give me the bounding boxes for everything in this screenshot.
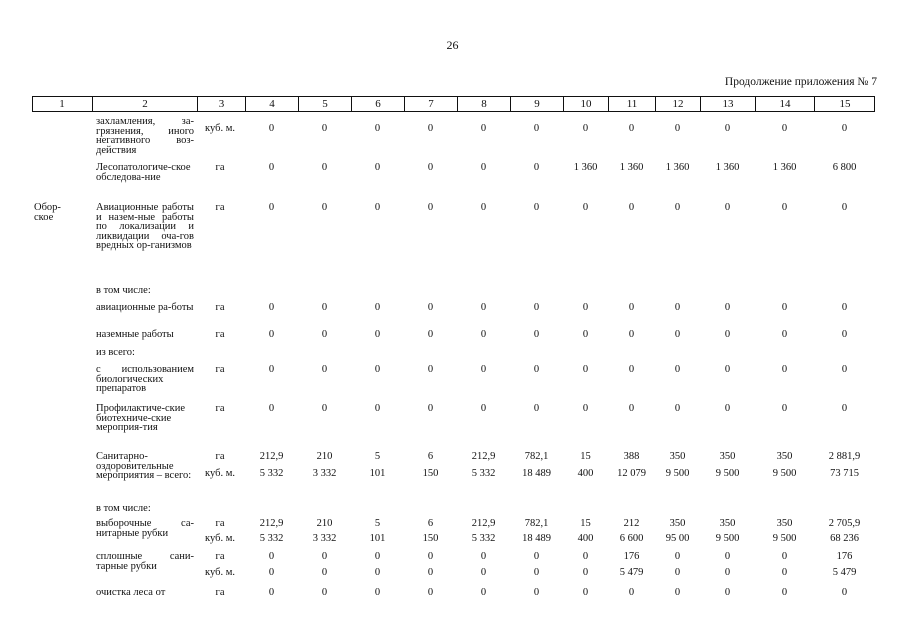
value-cell: 0: [582, 587, 589, 598]
header-cell: 15: [814, 97, 875, 111]
value-cell: 0: [724, 202, 731, 213]
value-cell: 1 360: [772, 162, 797, 173]
value-cell: 0: [374, 403, 381, 414]
header-cell: 6: [351, 97, 404, 111]
value-cell: 0: [628, 202, 635, 213]
value-cell: 0: [582, 202, 589, 213]
row-name: сплошные сани-тарные рубки: [96, 551, 194, 572]
value-cell: 0: [724, 364, 731, 375]
value-cell: 0: [628, 587, 635, 598]
value-cell: 0: [628, 123, 635, 134]
value-cell: 2 881,9: [828, 451, 861, 462]
continuation-label: Продолжение приложения № 7: [724, 76, 877, 88]
value-cell: 0: [582, 302, 589, 313]
value-cell: 0: [268, 123, 275, 134]
row-name: выборочные са-нитарные рубки: [96, 518, 194, 539]
value-cell: 0: [268, 587, 275, 598]
value-cell: 95 00: [665, 533, 690, 544]
value-cell: 0: [427, 202, 434, 213]
value-cell: 0: [374, 551, 381, 562]
value-cell: 0: [268, 567, 275, 578]
value-cell: 0: [674, 403, 681, 414]
value-cell: 68 236: [830, 533, 859, 544]
value-cell: 0: [533, 123, 540, 134]
value-cell: 5 332: [259, 533, 284, 544]
value-cell: 150: [422, 468, 439, 479]
row-name: с использованием биологических препаратов: [96, 364, 194, 394]
value-cell: 0: [374, 123, 381, 134]
value-cell: 0: [582, 403, 589, 414]
value-cell: 0: [582, 567, 589, 578]
header-cell: 12: [655, 97, 700, 111]
value-cell: 0: [480, 551, 487, 562]
header-cell: 3: [197, 97, 245, 111]
value-cell: 1 360: [573, 162, 598, 173]
value-cell: 1 360: [619, 162, 644, 173]
value-cell: 101: [369, 533, 386, 544]
value-cell: 0: [674, 551, 681, 562]
value-cell: 0: [628, 329, 635, 340]
value-cell: 0: [374, 302, 381, 313]
value-cell: 0: [674, 302, 681, 313]
value-cell: 5 332: [259, 468, 284, 479]
value-cell: 0: [427, 567, 434, 578]
value-cell: 350: [669, 518, 686, 529]
header-cell: 11: [608, 97, 655, 111]
value-cell: 0: [781, 587, 788, 598]
value-cell: 0: [628, 302, 635, 313]
value-cell: 0: [841, 364, 848, 375]
row-name: авиационные ра-боты: [96, 302, 194, 313]
header-cell: 1: [59, 98, 65, 110]
value-cell: 0: [321, 123, 328, 134]
value-cell: 12 079: [617, 468, 646, 479]
value-cell: 0: [321, 587, 328, 598]
value-cell: 0: [268, 403, 275, 414]
value-cell: 5: [374, 451, 381, 462]
value-cell: 0: [268, 302, 275, 313]
row-name: в том числе:: [96, 503, 151, 514]
value-cell: 0: [321, 403, 328, 414]
unit-cell: га: [215, 162, 225, 173]
header-cell: 9: [510, 97, 563, 111]
value-cell: 0: [781, 123, 788, 134]
value-cell: 0: [533, 364, 540, 375]
value-cell: 0: [427, 329, 434, 340]
value-cell: 212,9: [259, 451, 284, 462]
page-number: 26: [446, 38, 459, 52]
value-cell: 350: [776, 518, 793, 529]
value-cell: 0: [427, 403, 434, 414]
value-cell: 1 360: [715, 162, 740, 173]
value-cell: 0: [674, 123, 681, 134]
value-cell: 0: [374, 567, 381, 578]
value-cell: 0: [582, 123, 589, 134]
value-cell: 0: [724, 329, 731, 340]
value-cell: 0: [724, 551, 731, 562]
value-cell: 0: [480, 162, 487, 173]
value-cell: 0: [781, 567, 788, 578]
value-cell: 0: [582, 551, 589, 562]
header-cell: 7: [404, 97, 457, 111]
region-label: Обор- ское: [34, 202, 61, 223]
unit-cell: куб. м.: [205, 468, 235, 479]
header-cell: 14: [755, 97, 814, 111]
value-cell: 0: [674, 567, 681, 578]
value-cell: 0: [480, 364, 487, 375]
value-cell: 0: [374, 162, 381, 173]
value-cell: 0: [533, 587, 540, 598]
unit-cell: куб. м.: [205, 123, 235, 134]
value-cell: 0: [427, 587, 434, 598]
unit-cell: га: [215, 451, 225, 462]
value-cell: 0: [533, 403, 540, 414]
value-cell: 782,1: [524, 451, 549, 462]
value-cell: 0: [374, 202, 381, 213]
value-cell: 0: [781, 551, 788, 562]
value-cell: 0: [841, 329, 848, 340]
value-cell: 350: [719, 451, 736, 462]
value-cell: 1 360: [665, 162, 690, 173]
value-cell: 0: [841, 202, 848, 213]
value-cell: 212: [623, 518, 640, 529]
value-cell: 0: [841, 403, 848, 414]
value-cell: 350: [719, 518, 736, 529]
value-cell: 0: [533, 567, 540, 578]
value-cell: 210: [316, 451, 333, 462]
unit-cell: га: [215, 403, 225, 414]
unit-cell: куб. м.: [205, 533, 235, 544]
row-name: очистка леса от: [96, 587, 166, 598]
value-cell: 9 500: [772, 533, 797, 544]
unit-cell: куб. м.: [205, 567, 235, 578]
value-cell: 0: [841, 123, 848, 134]
value-cell: 0: [480, 202, 487, 213]
row-name: Лесопатологиче-ское обследова-ние: [96, 162, 191, 183]
value-cell: 0: [533, 302, 540, 313]
value-cell: 0: [582, 364, 589, 375]
value-cell: 0: [427, 123, 434, 134]
value-cell: 212,9: [471, 451, 496, 462]
value-cell: 176: [623, 551, 640, 562]
value-cell: 176: [836, 551, 853, 562]
value-cell: 5 332: [471, 533, 496, 544]
row-name: Санитарно-оздоровительные мероприятия – всего:: [96, 451, 192, 481]
row-name: захламления, за-грязнения, иного негативного воз-действия: [96, 116, 194, 156]
value-cell: 782,1: [524, 518, 549, 529]
header-cell: 4: [245, 97, 298, 111]
value-cell: 3 332: [312, 533, 337, 544]
value-cell: 0: [480, 567, 487, 578]
value-cell: 400: [577, 533, 594, 544]
value-cell: 3 332: [312, 468, 337, 479]
value-cell: 0: [480, 123, 487, 134]
value-cell: 0: [321, 551, 328, 562]
value-cell: 0: [674, 202, 681, 213]
value-cell: 0: [268, 162, 275, 173]
value-cell: 350: [669, 451, 686, 462]
value-cell: 0: [321, 567, 328, 578]
value-cell: 0: [582, 329, 589, 340]
value-cell: 150: [422, 533, 439, 544]
header-cell: 2: [92, 97, 197, 111]
value-cell: 0: [781, 403, 788, 414]
header-cell: 13: [700, 97, 755, 111]
value-cell: 5 332: [471, 468, 496, 479]
value-cell: 0: [268, 364, 275, 375]
value-cell: 400: [577, 468, 594, 479]
value-cell: 0: [724, 403, 731, 414]
header-cell: 5: [298, 97, 351, 111]
value-cell: 0: [781, 329, 788, 340]
row-name: Профилактиче-ские биотехниче-ские мероприя-тия: [96, 403, 186, 433]
value-cell: 0: [781, 202, 788, 213]
unit-cell: га: [215, 329, 225, 340]
value-cell: 5 479: [619, 567, 644, 578]
value-cell: 9 500: [715, 533, 740, 544]
row-name: наземные работы: [96, 329, 174, 340]
value-cell: 0: [374, 329, 381, 340]
value-cell: 0: [321, 329, 328, 340]
value-cell: 0: [268, 329, 275, 340]
value-cell: 0: [321, 162, 328, 173]
value-cell: 6 800: [832, 162, 857, 173]
value-cell: 15: [580, 518, 591, 529]
value-cell: 0: [533, 551, 540, 562]
value-cell: 18 489: [522, 468, 551, 479]
value-cell: 0: [724, 302, 731, 313]
value-cell: 0: [480, 403, 487, 414]
unit-cell: га: [215, 587, 225, 598]
value-cell: 0: [268, 202, 275, 213]
value-cell: 212,9: [259, 518, 284, 529]
value-cell: 0: [724, 567, 731, 578]
value-cell: 212,9: [471, 518, 496, 529]
value-cell: 0: [724, 123, 731, 134]
unit-cell: га: [215, 302, 225, 313]
header-cell: 10: [563, 97, 608, 111]
unit-cell: га: [215, 364, 225, 375]
value-cell: 0: [427, 364, 434, 375]
value-cell: 0: [427, 302, 434, 313]
value-cell: 0: [321, 302, 328, 313]
value-cell: 0: [268, 551, 275, 562]
value-cell: 73 715: [830, 468, 859, 479]
table-header-row: [32, 96, 875, 112]
value-cell: 0: [674, 587, 681, 598]
value-cell: 0: [533, 162, 540, 173]
row-name: из всего:: [96, 347, 135, 358]
value-cell: 0: [480, 302, 487, 313]
value-cell: 0: [674, 364, 681, 375]
value-cell: 0: [374, 587, 381, 598]
value-cell: 210: [316, 518, 333, 529]
unit-cell: га: [215, 202, 225, 213]
value-cell: 350: [776, 451, 793, 462]
value-cell: 0: [480, 587, 487, 598]
value-cell: 9 500: [665, 468, 690, 479]
value-cell: 0: [781, 364, 788, 375]
value-cell: 9 500: [772, 468, 797, 479]
value-cell: 15: [580, 451, 591, 462]
value-cell: 0: [724, 587, 731, 598]
value-cell: 0: [427, 162, 434, 173]
value-cell: 0: [841, 587, 848, 598]
value-cell: 0: [480, 329, 487, 340]
row-name: Авиационные работы и назем-ные работы по локализации и ликвидации оча-гов вредных ор-ганизмов: [96, 202, 194, 251]
value-cell: 0: [781, 302, 788, 313]
unit-cell: га: [215, 551, 225, 562]
value-cell: 0: [674, 329, 681, 340]
value-cell: 0: [628, 364, 635, 375]
value-cell: 18 489: [522, 533, 551, 544]
value-cell: 9 500: [715, 468, 740, 479]
value-cell: 5: [374, 518, 381, 529]
value-cell: 6 600: [619, 533, 644, 544]
value-cell: 0: [321, 202, 328, 213]
value-cell: 5 479: [832, 567, 857, 578]
value-cell: 0: [533, 202, 540, 213]
value-cell: 101: [369, 468, 386, 479]
value-cell: 0: [628, 403, 635, 414]
value-cell: 0: [321, 364, 328, 375]
value-cell: 0: [533, 329, 540, 340]
header-cell: 8: [457, 97, 510, 111]
row-name: в том числе:: [96, 285, 151, 296]
unit-cell: га: [215, 518, 225, 529]
value-cell: 0: [427, 551, 434, 562]
value-cell: 388: [623, 451, 640, 462]
value-cell: 2 705,9: [828, 518, 861, 529]
value-cell: 6: [427, 518, 434, 529]
value-cell: 0: [374, 364, 381, 375]
value-cell: 6: [427, 451, 434, 462]
value-cell: 0: [841, 302, 848, 313]
